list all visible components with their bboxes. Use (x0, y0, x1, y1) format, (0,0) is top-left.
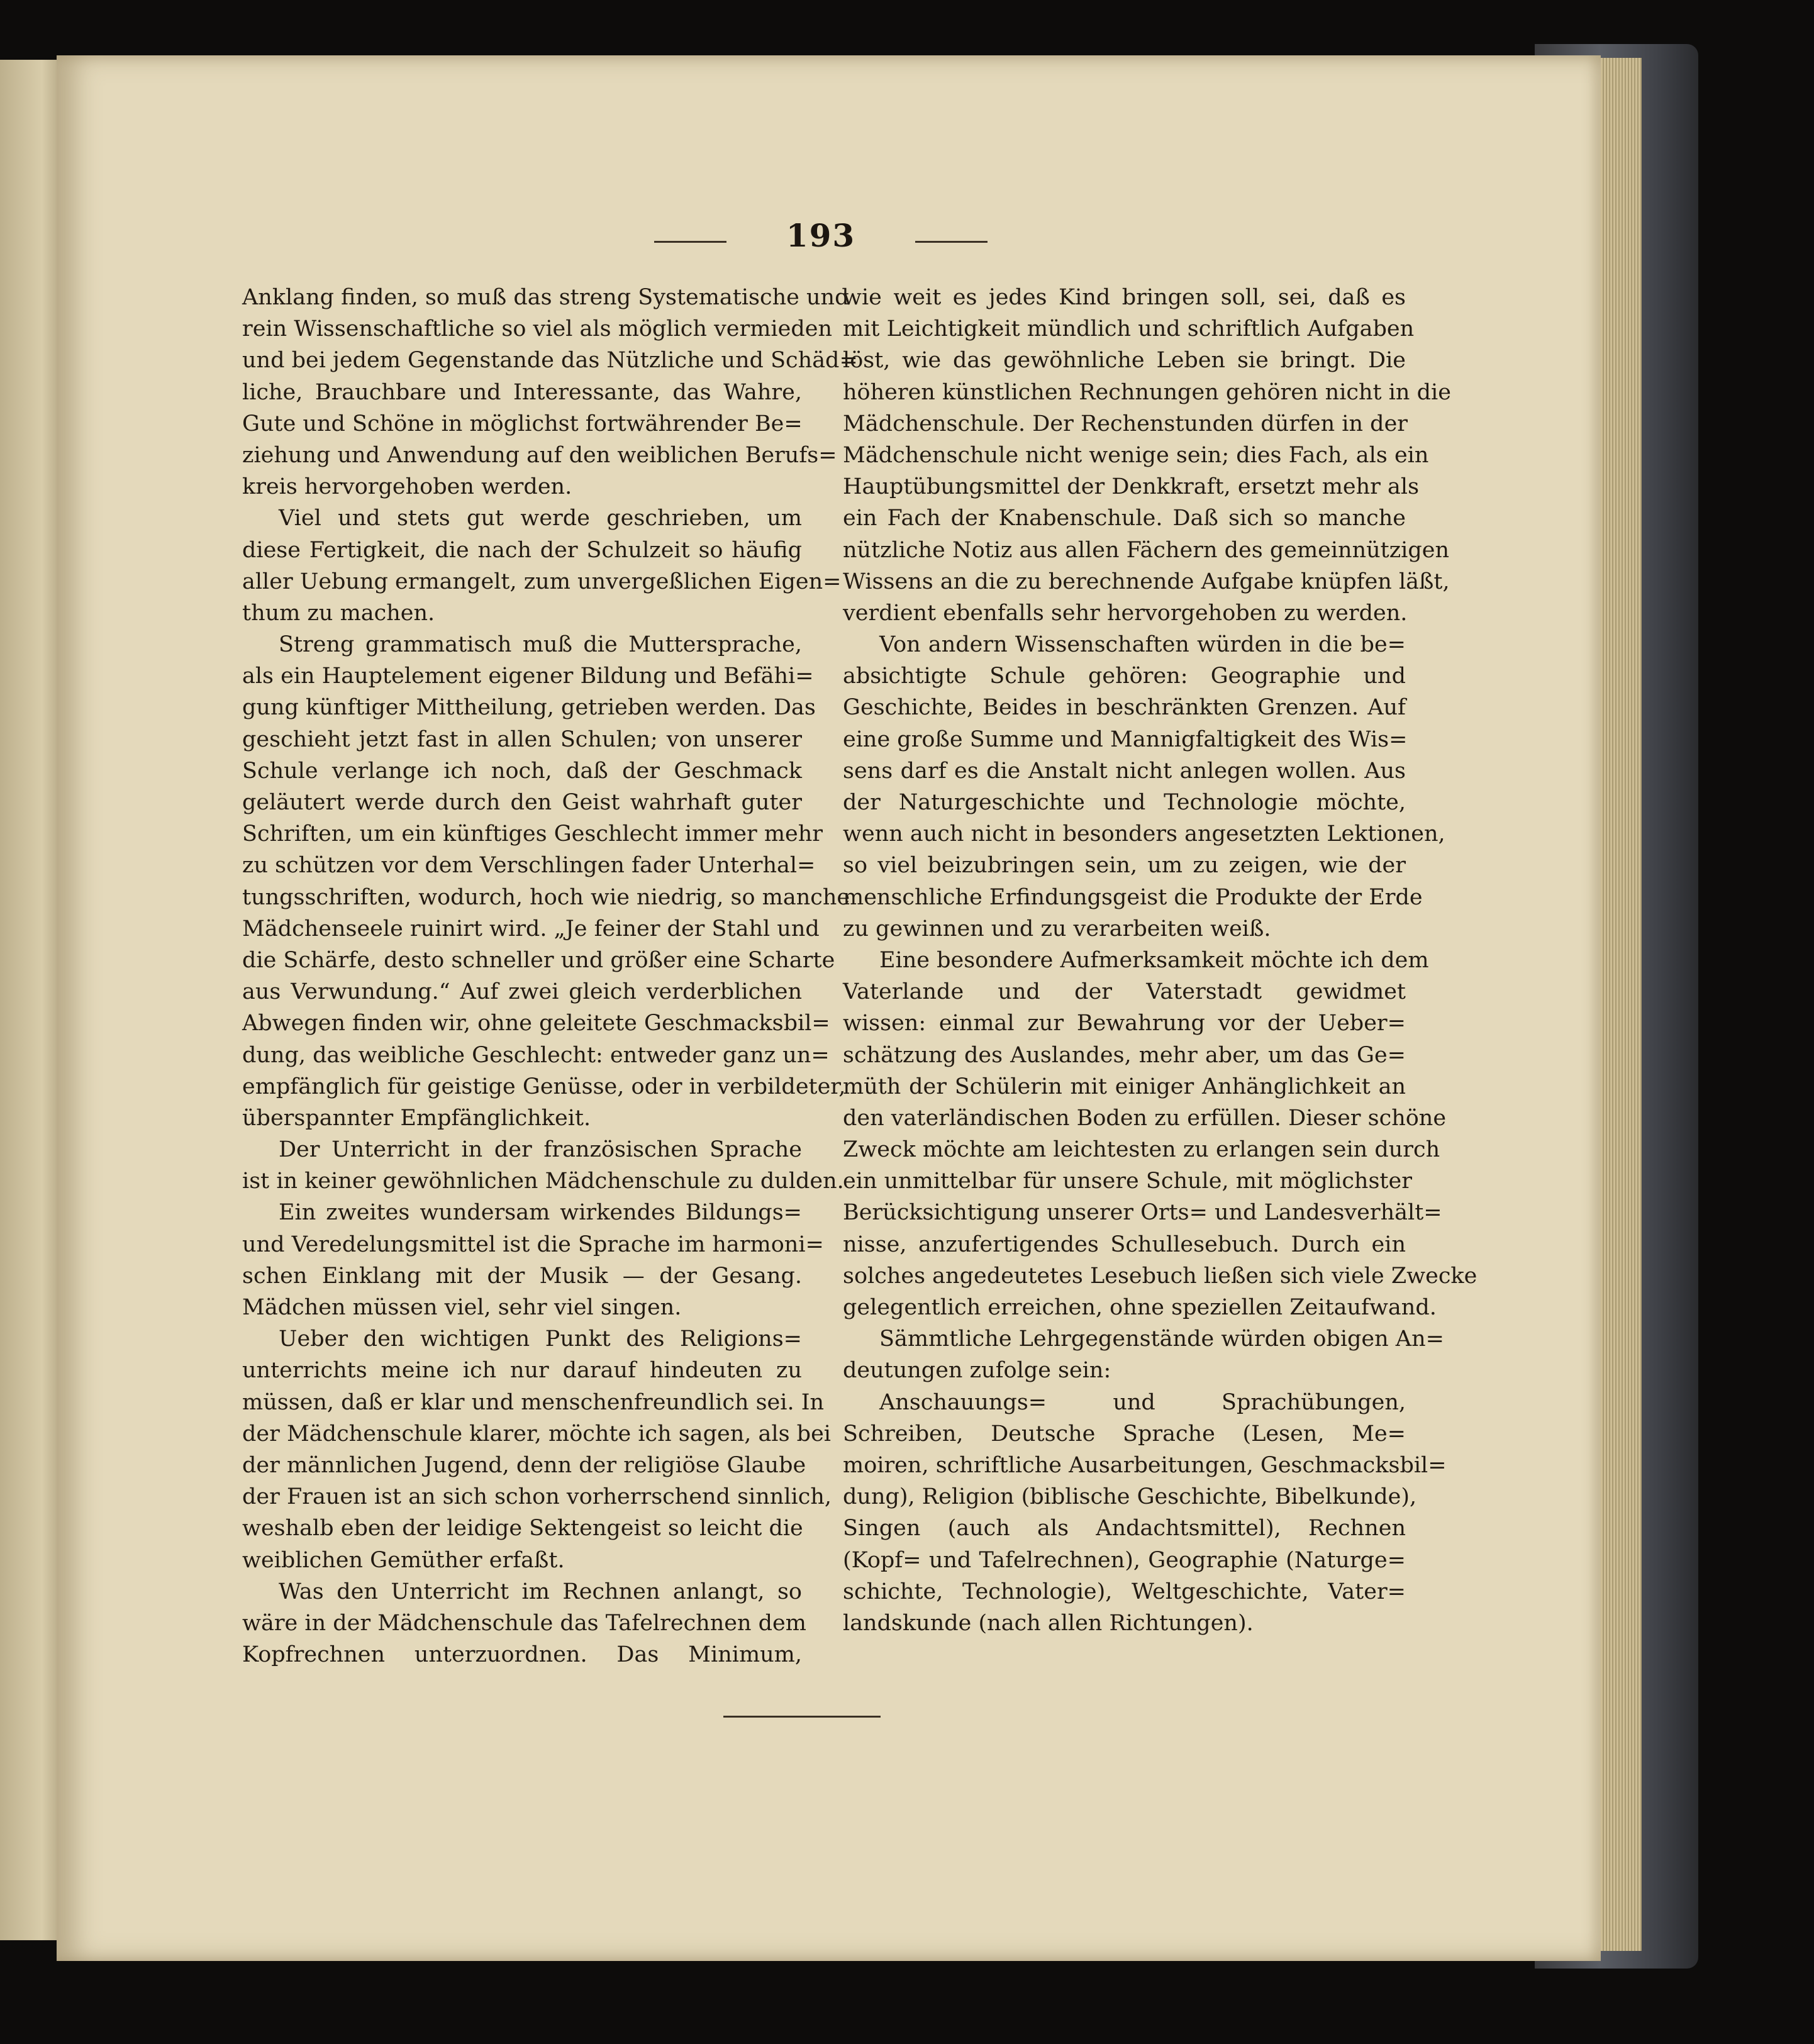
text-line: aus Verwundung.“ Auf zwei gleich verderblichen (242, 979, 802, 1005)
text-line: Singen (auch als Andachtsmittel), Rechnen (843, 1516, 1406, 1541)
text-line: die Schärfe, desto schneller und größer eine Scharte (242, 947, 835, 973)
text-line: liche, Brauchbare und Interessante, das Wahre, (242, 379, 802, 405)
text-line: mit Leichtigkeit mündlich und schriftlich Aufgaben (843, 316, 1415, 342)
text-line: weiblichen Gemüther erfaßt. (242, 1547, 565, 1573)
text-line: dung), Religion (biblische Geschichte, Bibelkunde), (843, 1484, 1417, 1510)
text-line: Berücksichtigung unserer Orts= und Landesverhält= (843, 1200, 1442, 1226)
text-line: moiren, schriftliche Ausarbeitungen, Geschmacksbil= (843, 1452, 1447, 1478)
text-line: zu gewinnen und zu verarbeiten weiß. (843, 916, 1271, 941)
text-line: empfänglich für geistige Genüsse, oder in verbildeter, (242, 1074, 846, 1099)
text-line: wäre in der Mädchenschule das Tafelrechnen dem (242, 1610, 806, 1636)
text-line: Mädchenschule nicht wenige sein; dies Fach, als ein (843, 442, 1429, 468)
text-line: Geschichte, Beides in beschränkten Grenzen. Auf (843, 695, 1406, 721)
text-line: ein unmittelbar für unsere Schule, mit möglichster (843, 1169, 1412, 1194)
text-line: Sämmtliche Lehrgegenstände würden obigen An= (879, 1326, 1444, 1352)
text-line: Von andern Wissenschaften würden in die be= (879, 632, 1406, 658)
text-line: absichtigte Schule gehören: Geographie und (843, 664, 1406, 689)
text-line: gelegentlich erreichen, ohne speziellen Zeitaufwand. (843, 1295, 1437, 1320)
text-line: Was den Unterricht im Rechnen anlangt, so (279, 1579, 802, 1604)
text-line: überspannter Empfänglichkeit. (242, 1105, 591, 1131)
text-line: Hauptübungsmittel der Denkkraft, ersetzt mehr als (843, 474, 1420, 500)
text-line: den vaterländischen Boden zu erfüllen. Dieser schöne (843, 1105, 1447, 1131)
text-line: Ueber den wichtigen Punkt des Religions= (279, 1326, 802, 1352)
text-line: weshalb eben der leidige Sektengeist so leicht die (242, 1516, 803, 1541)
page-number: 193 (786, 217, 856, 254)
text-line: sens darf es die Anstalt nicht anlegen wollen. Aus (843, 758, 1406, 784)
text-line: nützliche Notiz aus allen Fächern des gemeinnützigen (843, 537, 1450, 563)
text-line: wie weit es jedes Kind bringen soll, sei, daß es (843, 285, 1406, 310)
text-line: menschliche Erfindungsgeist die Produkte der Erde (843, 884, 1423, 910)
text-line: eine große Summe und Mannigfaltigkeit des Wis= (843, 726, 1408, 752)
text-line: höheren künstlichen Rechnungen gehören nicht in die (843, 379, 1451, 405)
left-text-column (242, 282, 858, 1670)
text-line: löst, wie das gewöhnliche Leben sie bringt. Die (843, 348, 1406, 374)
text-line: unterrichts meine ich nur darauf hindeuten zu (242, 1358, 802, 1384)
text-line: der männlichen Jugend, denn der religiöse Glaube (242, 1452, 806, 1478)
text-line: Schriften, um ein künftiges Geschlecht immer mehr (242, 821, 823, 847)
text-line: wissen: einmal zur Bewahrung vor der Ueber= (843, 1011, 1406, 1036)
text-line: Abwegen finden wir, ohne geleitete Geschmacksbil= (242, 1011, 830, 1036)
text-line: schichte, Technologie), Weltgeschichte, Vater= (843, 1579, 1406, 1604)
text-line: nisse, anzufertigendes Schullesebuch. Durch ein (843, 1231, 1406, 1257)
text-line: der Mädchenschule klarer, möchte ich sagen, als bei (242, 1421, 831, 1447)
text-line: (Kopf= und Tafelrechnen), Geographie (Naturge= (843, 1547, 1406, 1573)
text-line: landskunde (nach allen Richtungen). (843, 1610, 1254, 1636)
text-line: deutungen zufolge sein: (843, 1358, 1111, 1384)
facing-page-edge (0, 60, 60, 1940)
text-line: Schule verlange ich noch, daß der Geschmack (242, 758, 802, 784)
text-line: Wissens an die zu berechnende Aufgabe knüpfen läßt, (843, 569, 1450, 594)
end-rule (723, 1716, 881, 1718)
text-line: tungsschriften, wodurch, hoch wie niedrig, so manche (242, 884, 850, 910)
text-line: müssen, daß er klar und menschenfreundlich sei. In (242, 1389, 825, 1415)
text-line: als ein Hauptelement eigener Bildung und Befähi= (242, 664, 814, 689)
page-header (654, 217, 988, 261)
text-line: Ein zweites wundersam wirkendes Bildungs= (279, 1200, 802, 1226)
text-line: ziehung und Anwendung auf den weiblichen Berufs= (242, 442, 837, 468)
text-line: Eine besondere Aufmerksamkeit möchte ich dem (879, 947, 1429, 973)
text-line: rein Wissenschaftliche so viel als möglich vermieden (242, 316, 832, 342)
text-line: Zweck möchte am leichtesten zu erlangen sein durch (843, 1137, 1440, 1163)
text-line: kreis hervorgehoben werden. (242, 474, 572, 500)
text-line: und Veredelungsmittel ist die Sprache im harmoni= (242, 1231, 824, 1257)
text-line: und bei jedem Gegenstande das Nützliche und Schäd= (242, 348, 858, 374)
text-line: der Naturgeschichte und Technologie möchte, (843, 790, 1406, 815)
text-line: verdient ebenfalls sehr hervorgehoben zu werden. (843, 600, 1408, 626)
text-line: Anklang finden, so muß das streng Systematische und (242, 285, 849, 310)
text-line: schätzung des Auslandes, mehr aber, um das Ge= (843, 1042, 1406, 1068)
header-rule-right (915, 241, 988, 243)
text-line: geläutert werde durch den Geist wahrhaft guter (242, 790, 802, 815)
text-line: Kopfrechnen unterzuordnen. Das Minimum, (242, 1642, 802, 1668)
text-line: so viel beizubringen sein, um zu zeigen, wie der (843, 853, 1406, 879)
text-line: gung künftiger Mittheilung, getrieben werden. Das (242, 695, 816, 721)
text-line: solches angedeutetes Lesebuch ließen sich viele Zwecke (843, 1263, 1477, 1289)
text-line: geschieht jetzt fast in allen Schulen; von unserer (242, 726, 802, 752)
text-line: Mädchenschule. Der Rechenstunden dürfen in der (843, 411, 1408, 436)
text-line: müth der Schülerin mit einiger Anhänglichkeit an (843, 1074, 1406, 1099)
text-line: dung, das weibliche Geschlecht: entweder ganz un= (242, 1042, 830, 1068)
text-line: Streng grammatisch muß die Muttersprache, (279, 632, 802, 658)
text-line: Mädchen müssen viel, sehr viel singen. (242, 1295, 682, 1320)
text-line: der Frauen ist an sich schon vorherrschend sinnlich, (242, 1484, 832, 1510)
text-line: ein Fach der Knabenschule. Daß sich so manche (843, 506, 1406, 531)
text-line: schen Einklang mit der Musik — der Gesang. (242, 1263, 802, 1289)
text-line: Vaterlande und der Vaterstadt gewidmet (843, 979, 1406, 1005)
text-line: Schreiben, Deutsche Sprache (Lesen, Me= (843, 1421, 1406, 1447)
text-line: zu schützen vor dem Verschlingen fader Unterhal= (242, 853, 816, 879)
text-line: wenn auch nicht in besonders angesetzten Lektionen, (843, 821, 1445, 847)
text-line: aller Uebung ermangelt, zum unvergeßlichen Eigen= (242, 569, 842, 594)
text-line: Mädchenseele ruinirt wird. „Je feiner der Stahl und (242, 916, 820, 941)
text-line: thum zu machen. (242, 600, 435, 626)
text-line: Anschauungs= und Sprachübungen, (879, 1389, 1406, 1415)
right-text-column (843, 282, 1477, 1639)
text-line: ist in keiner gewöhnlichen Mädchenschule zu dulden. (242, 1169, 844, 1194)
text-line: Gute und Schöne in möglichst fortwährender Be= (242, 411, 803, 436)
text-line: Viel und stets gut werde geschrieben, um (279, 506, 802, 531)
text-line: diese Fertigkeit, die nach der Schulzeit so häufig (242, 537, 802, 563)
text-line: Der Unterricht in der französischen Sprache (279, 1137, 802, 1163)
